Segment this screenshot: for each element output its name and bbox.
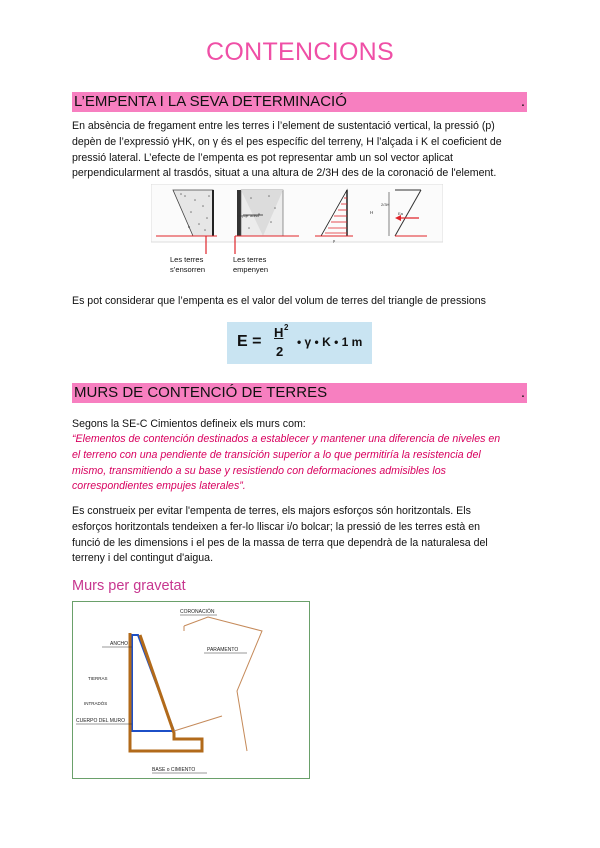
label-activo: activo — [250, 214, 260, 218]
thrust-formula — [227, 322, 372, 364]
label-p: p — [333, 238, 336, 243]
formula-numerator: H — [274, 325, 284, 340]
paragraph-line: funció de les dimensions i el pes de la massa de terra que dependrà de la naturalesa del — [72, 536, 488, 549]
quote-line: “Elementos de contención destinados a establecer y mantener una diferencia de niveles en — [72, 433, 501, 445]
paragraph-line: esforços horitzontals tendeixen a fer-lo lliscar i/o bolcar; la pressió de les terres està en — [72, 520, 481, 533]
label-intrados: INTRADÓS — [84, 701, 108, 706]
definition-intro: Segons la SE-C Cimientos defineix els murs com: — [72, 418, 306, 430]
definition-quote — [72, 432, 527, 495]
quote-line: mismo, transmitiendo a su base y resistiendo con deformaciones admisibles los — [72, 464, 446, 477]
section-heading-empenta — [72, 92, 527, 112]
label-paramento: PARAMENTO — [207, 647, 239, 653]
paragraph-line: depèn de l’expressió γHK, on γ és el pes específic del terreny, H l’alçada i K el coeficient de — [72, 135, 502, 148]
quote-line: el terreno con una pendiente de transición superior a lo que permitiría la resistencia del — [72, 448, 481, 461]
paragraph-line: En absència de fregament entre les terres i l’element de sustentació vertical, la pressió (p) — [72, 120, 495, 132]
label-tierras: TIERRAS — [88, 676, 108, 681]
section-heading-murs — [72, 383, 527, 403]
heading-dot: . — [520, 384, 525, 401]
construction-paragraph — [72, 504, 527, 567]
label-c: c — [188, 224, 190, 229]
paragraph-line: pressió lateral. L’efecte de l’empenta es pot representar amb un sol vector aplicat — [72, 151, 453, 164]
caption-right-2: empenyen — [233, 265, 269, 274]
section-heading-text: MURS DE CONTENCIÓ DE TERRES — [74, 384, 328, 401]
pressure-diagram-figure — [151, 184, 443, 278]
formula-denominator: 2 — [276, 344, 284, 359]
paragraph-line: terreny i del contingut d'aigua. — [72, 552, 214, 565]
paragraph-line: Es construeix per evitar l'empenta de terres, els majors esforços són horitzontals. Els — [72, 505, 471, 517]
page-title: CONTENCIONS — [205, 38, 395, 66]
label-two-thirds-h: 2/3H — [381, 202, 390, 207]
caption-right-1: Les terres — [233, 255, 267, 264]
formula-exponent: 2 — [284, 323, 289, 332]
caption-left-1: Les terres — [170, 255, 204, 264]
empenta-paragraph — [72, 119, 527, 182]
paragraph-line: perpendicularment al trasdós, situat a una altura de 2/3H des de la coronació de l'element. — [72, 167, 497, 180]
label-h: H — [370, 210, 374, 215]
heading-dot: . — [520, 93, 525, 110]
formula-intro: Es pot considerar que l’empenta es el valor del volum de terres del triangle de pressions — [72, 295, 486, 307]
section-heading-text: L’EMPENTA I LA SEVA DETERMINACIÓ — [74, 93, 347, 110]
formula-lhs: E = — [237, 333, 262, 350]
label-empuje: empuje — [237, 214, 249, 218]
label-ancho: ANCHO — [110, 641, 129, 647]
gravity-walls-subheading: Murs per gravetat — [72, 578, 186, 594]
quote-line: correspondientes empujes laterales”. — [72, 480, 246, 493]
label-cuerpo-del-muro: CUERPO DEL MURO — [76, 718, 125, 724]
caption-left-2: s’ensorren — [170, 265, 206, 274]
label-ea: Ea — [398, 211, 403, 216]
gravity-wall-figure — [72, 601, 310, 779]
label-base-cimiento: BASE o CIMIENTO — [152, 767, 196, 773]
formula-rhs: • γ • K • 1 m — [297, 335, 363, 349]
label-coronacion: CORONACIÓN — [180, 609, 215, 615]
